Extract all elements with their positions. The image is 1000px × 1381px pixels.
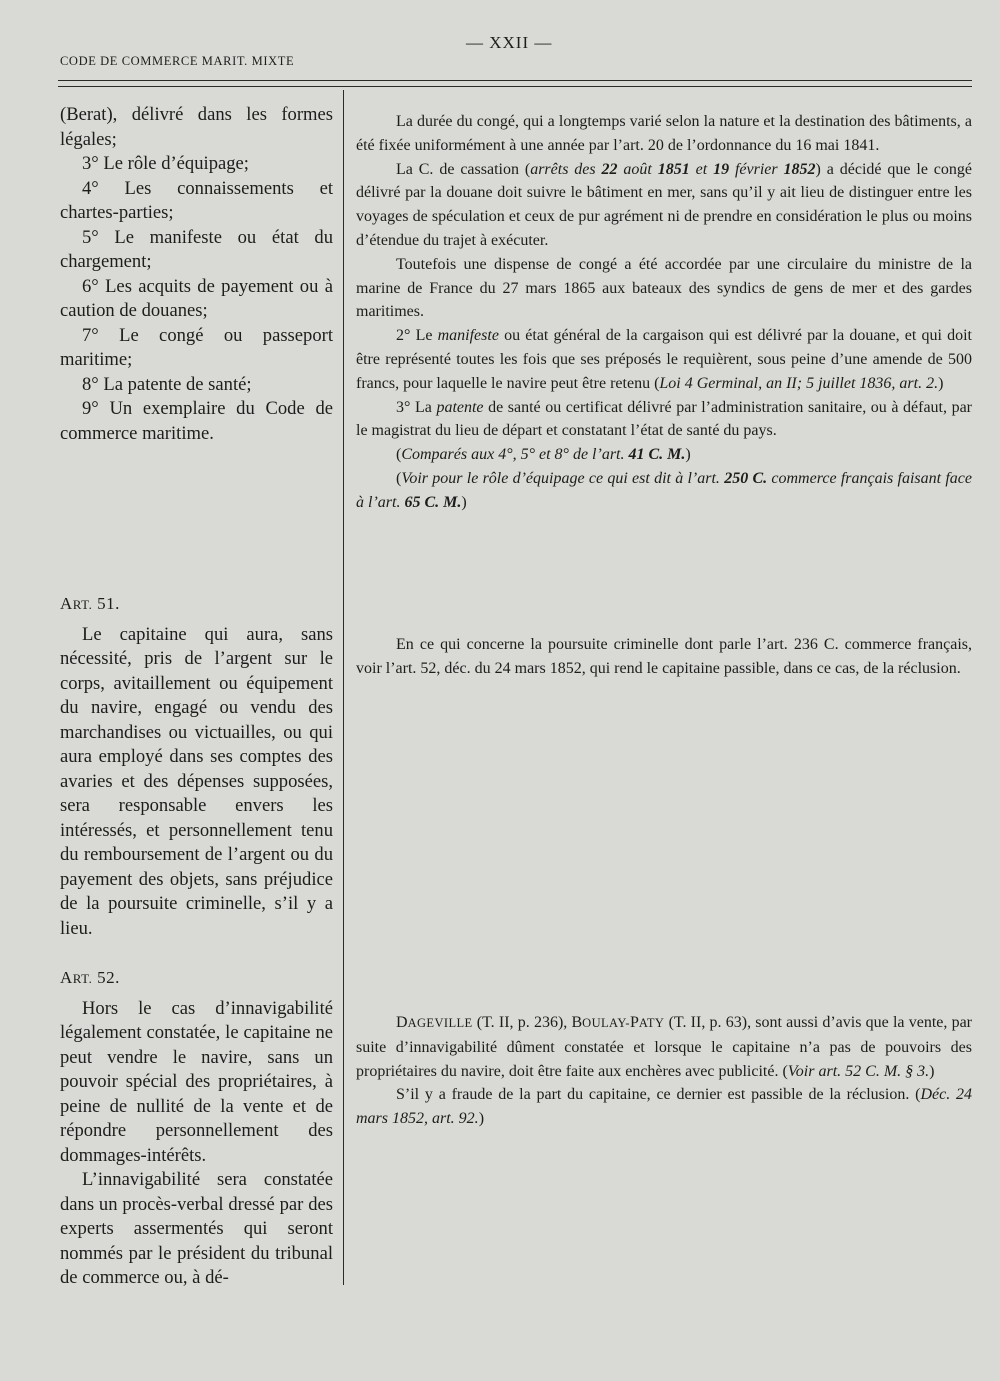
header-rule-secondary [58, 86, 972, 87]
commentary-paragraph: 2° Le manifeste ou état général de la cargaison qui est délivré par la douane, et qui doit être représenté toutes les fois que ses préposés le requièrent, sous peine d’une amende de 500 francs, pour laquelle le navire peut être retenu (Loi 4 Germinal, an II; 5 juillet 1836, art. 2.) [356, 327, 972, 392]
header-rule [58, 80, 972, 81]
list-item: 6° Les acquits de payement ou à caution de douanes; [60, 275, 333, 321]
article-51 [60, 592, 333, 941]
list-item: 9° Un exemplaire du Code de commerce maritime. [60, 398, 333, 444]
list-item: (Berat), délivré dans les formes légales; [60, 104, 333, 150]
article-text: Hors le cas d’innavigabilité légalement constatée, le capitaine ne peut vendre le navire, sans un pouvoir spécial des propriétaires, à peine de nullité de la vente et de répondre personnellement des dommages-intérêts. [60, 997, 333, 1166]
commentary-block-3 [356, 1011, 972, 1131]
commentary-paragraph: La C. de cassation (arrêts des 22 août 1851 et 19 février 1852) a décidé que le congé délivré par la douane doit suivre le bâtiment en mer, sans qu’il y ait lieu de distinguer entre les voyages de spéculation et ceux de pur agrément ni de prendre en considération le plus ou moins d’étendue du trajet à exécuter. [356, 160, 973, 249]
commentary-paragraph: La durée du congé, qui a longtemps varié selon la nature et la destination des bâtiments, a été fixée uniformément à une année par l’art. 20 de l’ordonnance du 16 mai 1841. [356, 113, 972, 154]
list-item: 3° Le rôle d’équipage; [82, 153, 249, 174]
article-text: L’innavigabilité sera constatée dans un procès-verbal dressé par des experts assermentés qui seront nommés par le président du tribunal de commerce ou, à dé- [60, 1169, 333, 1288]
commentary-paragraph: Toutefois une dispense de congé a été accordée par une circulaire du ministre de la marine de France du 27 mars 1865 aux bateaux des syndics de gens de mer et des gardes maritimes. [356, 255, 972, 321]
commentary-paragraph: 3° La patente de santé ou certificat délivré par l’administration sanitaire, ou à défaut, par le magistrat du lieu de départ et constatant l’état de santé du pays. [356, 398, 973, 440]
list-item: 4° Les connaissements et chartes-parties; [60, 177, 333, 223]
left-column-list [60, 103, 333, 446]
article-52 [60, 966, 333, 1291]
commentary-paragraph: DAGEVILLE (T. II, p. 236), BOULAY-PATY (T. II, p. 63), sont aussi d’avis que la vente, par suite d’innavigabilité dûment constatée et lorsque le capitaine n’a pas de pouvoirs des propriétaires du navire, doit être faite aux enchères avec publicité. (Voir art. 52 C. M. § 3.) [356, 1014, 972, 1080]
article-title: ART. 52. [60, 968, 120, 987]
commentary-paragraph: (Voir pour le rôle d’équipage ce qui est dit à l’art. 250 C. commerce français faisant face à l’art. 65 C. M.) [356, 469, 973, 511]
running-head: CODE DE COMMERCE MARIT. MIXTE [60, 54, 295, 68]
list-item: 8° La patente de santé; [82, 373, 252, 395]
article-text: Le capitaine qui aura, sans nécessité, pris de l’argent sur le corps, avitaillement ou équipement du navire, engagé ou vendu des marchandises ou victuailles, ou qui aura employé dans ses comptes des avaries et des dépenses supposées, sera responsable envers les intéressés, et personnellement tenu du remboursement de l’argent ou du payement des objets, sans préjudice de la poursuite criminelle, s’il y a lieu. [60, 623, 333, 939]
article-title: ART. 51. [60, 594, 120, 613]
commentary-paragraph: S’il y a fraude de la part du capitaine, ce dernier est passible de la réclusion. (Déc. 24 mars 1852, art. 92.) [356, 1086, 973, 1128]
list-item: 7° Le congé ou passeport maritime; [60, 324, 333, 370]
commentary-block-1 [356, 110, 972, 515]
list-item: 5° Le manifeste ou état du chargement; [60, 226, 333, 272]
commentary-paragraph: En ce qui concerne la poursuite criminelle dont parle l’art. 236 C. commerce français, voir l’art. 52, déc. du 24 mars 1852, qui rend le capitaine passible, dans ce cas, de la réclusion. [356, 636, 972, 677]
commentary-block-2 [356, 633, 972, 681]
column-divider [343, 90, 344, 1285]
page-number: — XXII — [466, 33, 553, 52]
commentary-paragraph: (Comparés aux 4°, 5° et 8° de l’art. 41 C. M.) [396, 446, 691, 464]
